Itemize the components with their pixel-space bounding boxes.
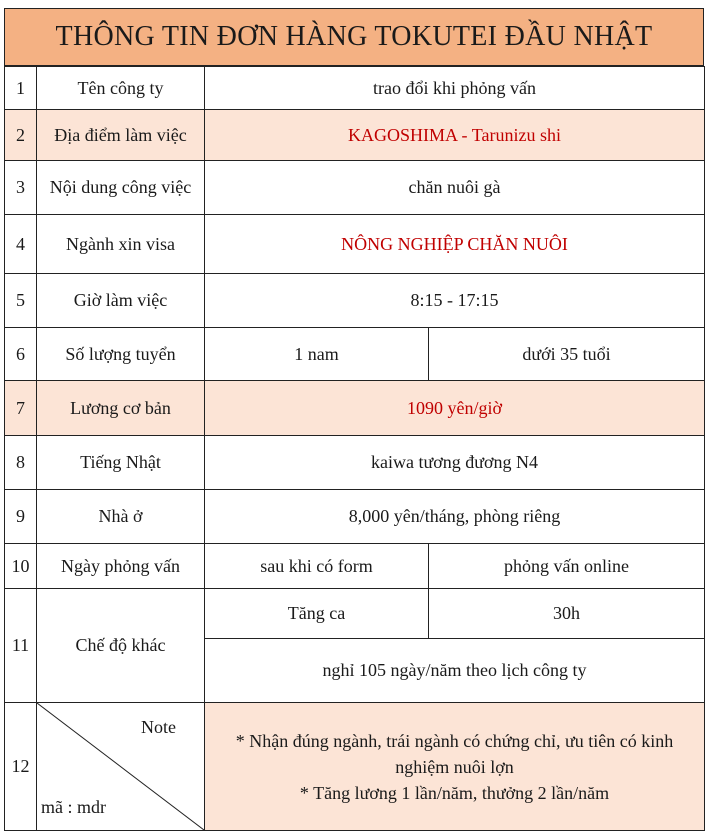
- row-number: 8: [5, 436, 37, 490]
- note-label: Note: [141, 717, 176, 737]
- row-label: Chế độ khác: [37, 589, 205, 703]
- row-number: 4: [5, 215, 37, 274]
- note-header-cell: [37, 703, 205, 831]
- row-number: 7: [5, 381, 37, 436]
- row-number: 10: [5, 544, 37, 589]
- table-row: [5, 67, 705, 110]
- row-number: 3: [5, 161, 37, 215]
- table-row: [5, 110, 705, 161]
- row-value: 8,000 yên/tháng, phòng riêng: [205, 490, 705, 544]
- row-value: kaiwa tương đương N4: [205, 436, 705, 490]
- holiday-value: nghỉ 105 ngày/năm theo lịch công ty: [205, 639, 705, 703]
- row-label: Nhà ở: [37, 490, 205, 544]
- table-row: [5, 703, 705, 831]
- table-row: [5, 490, 705, 544]
- table-row: [5, 274, 705, 328]
- table-row: [5, 589, 705, 639]
- overtime-value: 30h: [429, 589, 705, 639]
- row-label: Giờ làm việc: [37, 274, 205, 328]
- row-value-secondary: dưới 35 tuổi: [429, 328, 705, 381]
- table-row: [5, 436, 705, 490]
- notes-cell: [205, 703, 705, 831]
- order-code: mã : mdr: [41, 797, 106, 817]
- row-value: 1090 yên/giờ: [205, 381, 705, 436]
- row-value: 8:15 - 17:15: [205, 274, 705, 328]
- table-row: [5, 328, 705, 381]
- row-number: 11: [5, 589, 37, 703]
- row-value: trao đổi khi phỏng vấn: [205, 67, 705, 110]
- row-value-primary: 1 nam: [205, 328, 429, 381]
- table-row: [5, 381, 705, 436]
- row-label: Ngành xin visa: [37, 215, 205, 274]
- row-number: 9: [5, 490, 37, 544]
- overtime-label: Tăng ca: [205, 589, 429, 639]
- row-value: KAGOSHIMA - Tarunizu shi: [205, 110, 705, 161]
- row-number: 12: [5, 703, 37, 831]
- row-value-primary: sau khi có form: [205, 544, 429, 589]
- table-row: [5, 544, 705, 589]
- sheet-title: THÔNG TIN ĐƠN HÀNG TOKUTEI ĐẦU NHẬT: [4, 8, 704, 66]
- row-label: Nội dung công việc: [37, 161, 205, 215]
- row-number: 6: [5, 328, 37, 381]
- row-label: Lương cơ bản: [37, 381, 205, 436]
- row-label: Số lượng tuyển: [37, 328, 205, 381]
- note-line: * Tăng lương 1 lần/năm, thưởng 2 lần/năm: [299, 782, 610, 803]
- row-value-secondary: phỏng vấn online: [429, 544, 705, 589]
- order-info-table: [4, 66, 705, 831]
- row-number: 2: [5, 110, 37, 161]
- row-label: Địa điểm làm việc: [37, 110, 205, 161]
- table-row: [5, 161, 705, 215]
- table-row: [5, 215, 705, 274]
- row-label: Tên công ty: [37, 67, 205, 110]
- note-line: * Nhận đúng ngành, trái ngành có chứng chỉ, ưu tiên có kinh nghiệm nuôi lợn: [235, 730, 674, 777]
- row-number: 5: [5, 274, 37, 328]
- row-value: chăn nuôi gà: [205, 161, 705, 215]
- row-label: Tiếng Nhật: [37, 436, 205, 490]
- row-number: 1: [5, 67, 37, 110]
- row-value: NÔNG NGHIỆP CHĂN NUÔI: [205, 215, 705, 274]
- row-label: Ngày phỏng vấn: [37, 544, 205, 589]
